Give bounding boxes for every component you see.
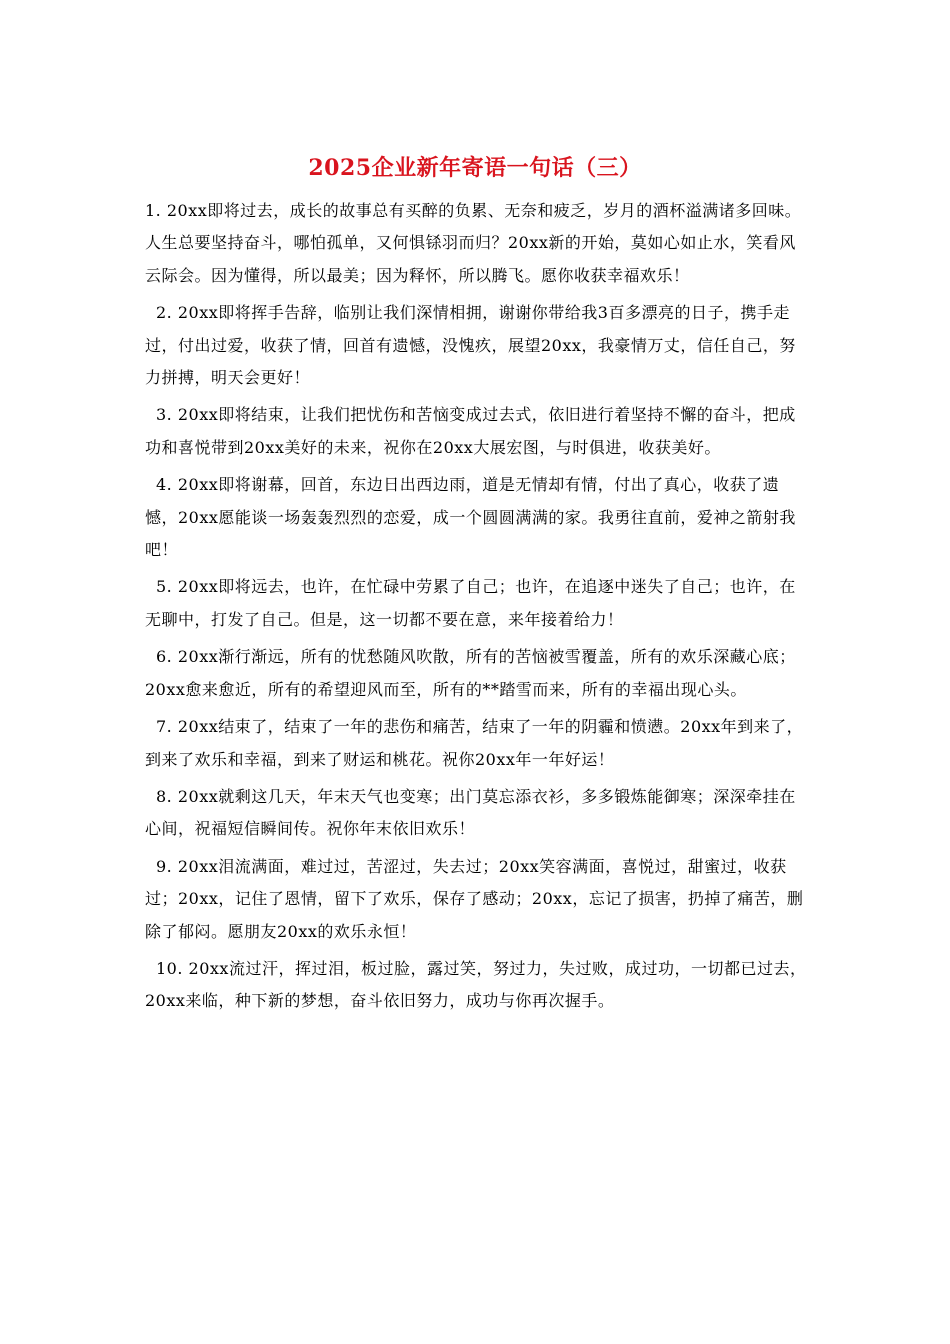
paragraph-text: 20xx结束了，结束了一年的悲伤和痛苦，结束了一年的阴霾和愤懑。20xx年到来了，到来了欢乐和幸福，到来了财运和桃花。祝你20xx年一年好运！ xyxy=(145,717,804,769)
document-body xyxy=(145,195,810,1023)
paragraph-number: 1. xyxy=(145,201,167,220)
paragraph-text: 20xx即将挥手告辞，临别让我们深情相拥，谢谢你带给我3百多漂亮的日子，携手走过，付出过爱，收获了情，回首有遗憾，没愧疚，展望20xx，我豪情万丈，信任自己，努力拼搏，明天会更好！ xyxy=(145,303,796,388)
paragraph-number: 8. xyxy=(156,786,178,806)
paragraph-number: 7. xyxy=(156,717,178,737)
paragraph-5 xyxy=(145,571,810,636)
paragraph-text: 20xx即将谢幕，回首，东边日出西边雨，道是无情却有情，付出了真心，收获了遗憾，20xx愿能谈一场轰轰烈烈的恋爱，成一个圆圆满满的家。我勇往直前，爱神之箭射我吧！ xyxy=(145,475,796,560)
paragraph-number: 4. xyxy=(156,475,178,495)
paragraph-text: 20xx渐行渐远，所有的忧愁随风吹散，所有的苦恼被雪覆盖，所有的欢乐深藏心底；20xx愈来愈近，所有的希望迎风而至，所有的**踏雪而来，所有的幸福出现心头。 xyxy=(145,647,796,699)
paragraph-2 xyxy=(145,297,810,394)
paragraph-text: 20xx就剩这几天，年末天气也变寒；出门莫忘添衣衫，多多锻炼能御寒；深深牵挂在心间，祝福短信瞬间传。祝你年末依旧欢乐！ xyxy=(145,786,796,839)
document-title: 2025企业新年寄语一句话（三） xyxy=(308,155,642,181)
paragraph-10 xyxy=(145,953,810,1018)
paragraph-7 xyxy=(145,711,810,776)
paragraph-text: 20xx流过汗，挥过泪，板过脸，露过笑，努过力，失过败，成过功，一切都已过去，20xx来临，种下新的梦想，奋斗依旧努力，成功与你再次握手。 xyxy=(145,958,807,1011)
paragraph-number: 3. xyxy=(156,405,178,425)
paragraph-1 xyxy=(145,195,810,292)
paragraph-9 xyxy=(145,851,810,948)
paragraph-3 xyxy=(145,399,810,464)
paragraph-number: 9. xyxy=(156,856,178,876)
paragraph-text: 20xx泪流满面，难过过，苦涩过，失去过；20xx笑容满面，喜悦过，甜蜜过，收获过；20xx，记住了恩情，留下了欢乐，保存了感动；20xx，忘记了损害，扔掉了痛苦，删除了郁闷。愿朋友20xx的欢乐永恒！ xyxy=(145,856,804,941)
paragraph-number: 2. xyxy=(156,303,178,323)
paragraph-8 xyxy=(145,781,810,846)
paragraph-text: 20xx即将远去，也许，在忙碌中劳累了自己；也许，在追逐中迷失了自己；也许，在无聊中，打发了自己。但是，这一切都不要在意，来年接着给力！ xyxy=(145,577,796,629)
paragraph-number: 10. xyxy=(156,958,189,978)
paragraph-number: 5. xyxy=(156,577,178,597)
paragraph-6 xyxy=(145,641,810,706)
paragraph-4 xyxy=(145,469,810,566)
paragraph-text: 20xx即将结束，让我们把忧伤和苦恼变成过去式，依旧进行着坚持不懈的奋斗，把成功和喜悦带到20xx美好的未来，祝你在20xx大展宏图，与时俱进，收获美好。 xyxy=(145,405,796,457)
paragraph-number: 6. xyxy=(156,647,178,667)
paragraph-text: 20xx即将过去，成长的故事总有买醉的负累、无奈和疲乏，岁月的酒杯溢满诸多回味。人生总要坚持奋斗，哪怕孤单，又何惧铩羽而归？20xx新的开始，莫如心如止水，笑看风云际会。因为懂得，所以最美；因为释怀，所以腾飞。愿你收获幸福欢乐！ xyxy=(145,201,802,285)
